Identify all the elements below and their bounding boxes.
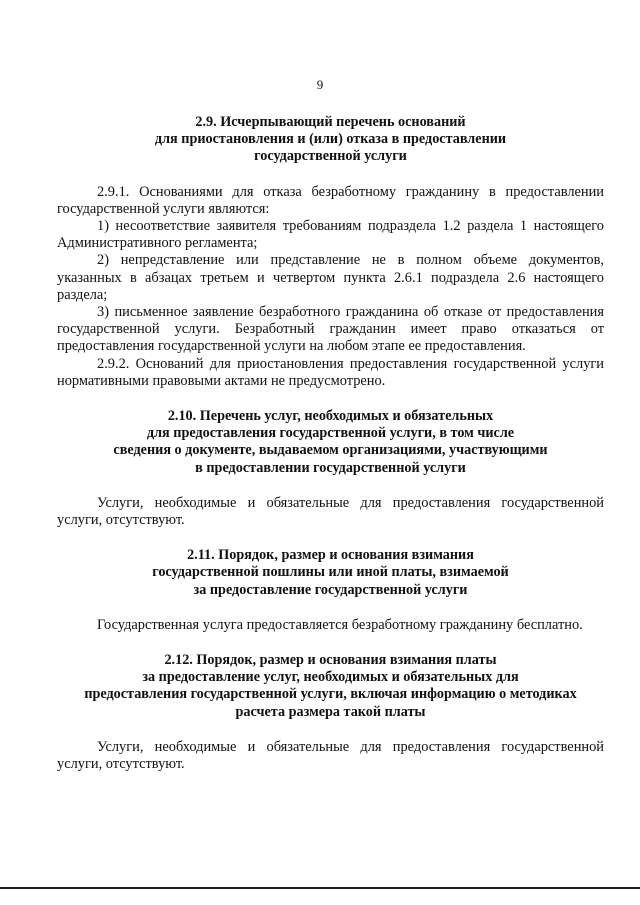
page-number: 9 xyxy=(316,77,324,92)
heading-line: предоставления государственной услуги, включая информацию о методиках xyxy=(84,686,577,703)
heading-line: для приостановления и (или) отказа в предоставлении xyxy=(154,131,507,148)
paragraph: 2.9.2. Оснований для приостановления предоставления государственной услуги нормативными правовыми актами не предусмотрено. xyxy=(57,355,604,389)
heading-line: 2.12. Порядок, размер и основания взимания платы xyxy=(164,652,497,669)
heading-line: государственной пошлины или иной платы, взимаемой xyxy=(152,564,509,581)
heading-line: 2.11. Порядок, размер и основания взимания xyxy=(187,547,474,564)
paragraph: 2.9.1. Основаниями для отказа безработному гражданину в предоставлении государственной услуги являются: xyxy=(57,183,604,217)
paragraph: 3) письменное заявление безработного гражданина об отказе от предоставления государственной услуги. Безработный гражданин имеет право отказаться от предоставления государственной услуги на любом этапе ее предоставления. xyxy=(57,304,604,355)
section-heading-2-11 xyxy=(57,547,604,599)
heading-line: в предоставлении государственной услуги xyxy=(195,459,466,476)
paragraph: 1) несоответствие заявителя требованиям подраздела 1.2 раздела 1 настоящего Административного регламента; xyxy=(57,218,604,252)
section-heading-2-10 xyxy=(57,408,604,477)
document-body xyxy=(57,114,604,773)
paragraph: 2) непредставление или представление не в полном объеме документов, указанных в абзацах третьем и четвертом пункта 2.6.1 подраздела 2.6 настоящего раздела; xyxy=(57,252,604,303)
section-heading-2-12 xyxy=(57,652,604,721)
bottom-scan-edge xyxy=(0,887,640,889)
heading-line: для предоставления государственной услуги, в том числе xyxy=(146,425,515,442)
heading-line: расчета размера такой платы xyxy=(235,703,426,720)
heading-line: сведения о документе, выдаваемом организациями, участвующими xyxy=(113,442,548,459)
section-heading-2-9 xyxy=(57,114,604,166)
paragraph: Государственная услуга предоставляется безработному гражданину бесплатно. xyxy=(97,616,583,633)
heading-line: государственной услуги xyxy=(254,148,407,165)
paragraph: Услуги, необходимые и обязательные для предоставления государственной услуги, отсутствуют. xyxy=(57,738,604,773)
paragraph: Услуги, необходимые и обязательные для предоставления государственной услуги, отсутствуют. xyxy=(57,494,604,529)
heading-line: 2.10. Перечень услуг, необходимых и обязательных xyxy=(167,408,494,425)
heading-line: за предоставление государственной услуги xyxy=(193,581,468,598)
heading-line: 2.9. Исчерпывающий перечень оснований xyxy=(195,114,466,130)
heading-line: за предоставление услуг, необходимых и обязательных для xyxy=(142,669,519,686)
